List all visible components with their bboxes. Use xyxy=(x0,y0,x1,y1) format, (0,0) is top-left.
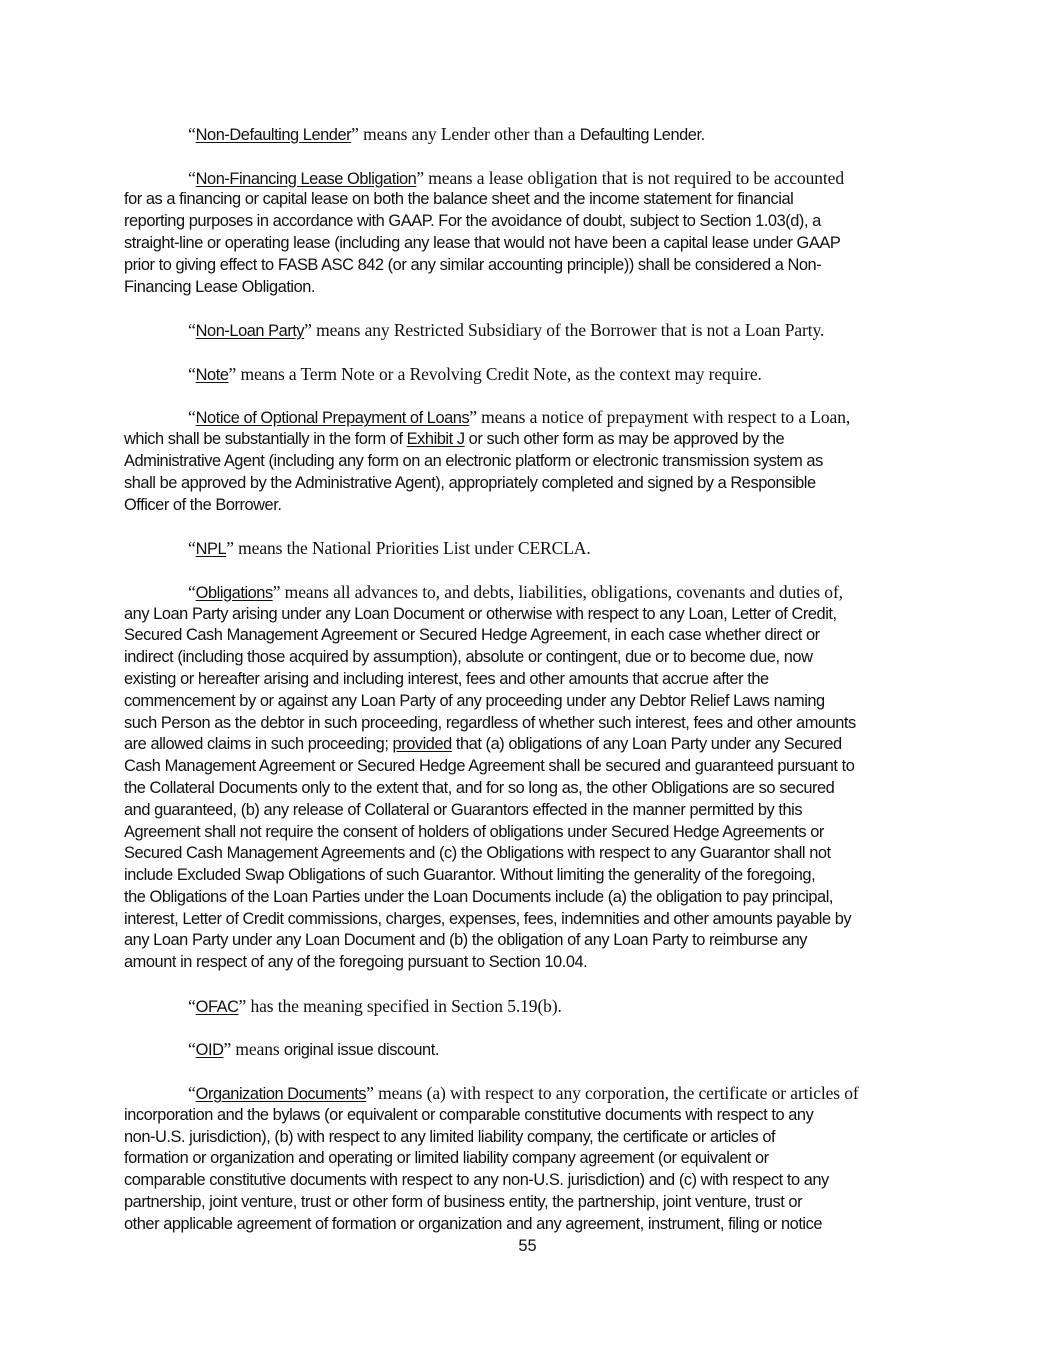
text-segment: ” means any Restricted Subsidiary of the Borrower that is not a Loan Party. xyxy=(304,320,825,341)
text-segment: Financing Lease Obligation. xyxy=(124,277,316,296)
text-segment: “ xyxy=(188,1083,196,1104)
text-line xyxy=(124,429,934,451)
text-segment: “ xyxy=(188,1039,196,1060)
text-line xyxy=(124,495,934,517)
defined-term: NPL xyxy=(195,540,227,559)
text-segment: for as a financing or capital lease on both the balance sheet and the income statement for financial xyxy=(124,190,794,209)
text-line xyxy=(124,625,934,647)
text-segment: indirect (including those acquired by assumption), absolute or contingent, due or to become due, now xyxy=(124,648,813,667)
defined-term: Exhibit J xyxy=(406,430,465,449)
text-segment: Defaulting Lender. xyxy=(579,126,705,144)
defined-term: Notice of Optional Prepayment of Loans xyxy=(195,409,470,428)
defined-term: Organization Documents xyxy=(195,1085,367,1104)
text-segment: any Loan Party arising under any Loan Document or otherwise with respect to any Loan, Letter of Credit, xyxy=(124,604,837,623)
text-segment: the Obligations of the Loan Parties under the Loan Documents include (a) the obligation to pay principal, xyxy=(124,887,834,906)
text-line xyxy=(124,691,934,713)
page-number: 55 xyxy=(518,1237,537,1255)
text-line xyxy=(124,277,934,299)
text-line xyxy=(124,255,934,277)
defined-term: provided xyxy=(392,735,452,754)
text-line xyxy=(124,1105,934,1127)
text-line xyxy=(124,865,934,887)
text-segment: straight-line or operating lease (including any lease that would not have been a capital lease under GAAP xyxy=(124,233,841,252)
document-body xyxy=(124,124,934,1257)
text-segment: interest, Letter of Credit commissions, charges, expenses, fees, indemnities and other amounts payable by xyxy=(124,909,852,928)
defined-term: Obligations xyxy=(195,583,273,602)
text-segment: include Excluded Swap Obligations of such Guarantor. Without limiting the generality of the foregoing, xyxy=(124,866,816,885)
text-line xyxy=(124,364,934,386)
text-segment: ” means a lease obligation that is not required to be accounted xyxy=(416,167,844,188)
text-line xyxy=(124,734,934,756)
text-segment: Secured Cash Management Agreements and (c) the Obligations with respect to any Guarantor shall not xyxy=(124,844,831,863)
text-line xyxy=(124,538,934,560)
text-segment: “ xyxy=(188,167,196,188)
text-line xyxy=(124,407,934,429)
text-line xyxy=(124,582,934,604)
text-line xyxy=(124,843,934,865)
text-line xyxy=(124,233,934,255)
text-line xyxy=(124,211,934,233)
text-segment: non-U.S. jurisdiction), (b) with respect to any limited liability company, the certificate or articles of xyxy=(124,1127,776,1146)
text-line xyxy=(124,1083,934,1105)
text-line xyxy=(124,822,934,844)
text-line xyxy=(124,451,934,473)
definition-paragraph xyxy=(124,996,934,1018)
defined-term: Non-Defaulting Lender xyxy=(195,126,352,144)
definition-paragraph xyxy=(124,538,934,560)
text-line xyxy=(124,669,934,691)
text-line xyxy=(124,124,934,146)
text-segment: existing or hereafter arising and including interest, fees and other amounts that accrue after the xyxy=(124,669,769,688)
definition-paragraph xyxy=(124,124,934,146)
text-segment: which shall be substantially in the form of xyxy=(124,430,407,449)
text-segment: comparable constitutive documents with respect to any non-U.S. jurisdiction) and (c) with respect to any xyxy=(124,1171,829,1190)
text-segment: Cash Management Agreement or Secured Hedge Agreement shall be secured and guaranteed pursuant to xyxy=(124,757,855,776)
text-segment: “ xyxy=(188,581,196,602)
text-segment: and guaranteed, (b) any release of Collateral or Guarantors effected in the manner permitted by this xyxy=(124,800,803,819)
text-segment: “ xyxy=(188,407,196,428)
text-segment: “ xyxy=(188,320,196,341)
text-segment: the Collateral Documents only to the extent that, and for so long as, the other Obligations are so secured xyxy=(124,778,835,797)
definition-paragraph xyxy=(124,320,934,342)
definition-paragraph xyxy=(124,407,934,516)
text-segment: ” means a notice of prepayment with respect to a Loan, xyxy=(469,407,851,428)
text-segment: ” means the National Priorities List under CERCLA. xyxy=(226,538,591,559)
text-segment: ” means any Lender other than a xyxy=(351,124,580,144)
text-segment: incorporation and the bylaws (or equivalent or comparable constitutive documents with respect to any xyxy=(124,1105,814,1124)
text-line xyxy=(124,1039,934,1061)
text-line xyxy=(124,473,934,495)
text-line xyxy=(124,800,934,822)
text-line xyxy=(124,996,934,1018)
text-segment: ” means a Term Note or a Revolving Credit Note, as the context may require. xyxy=(228,363,762,384)
text-line xyxy=(124,713,934,735)
text-segment: are allowed claims in such proceeding; xyxy=(124,735,393,754)
text-line xyxy=(124,189,934,211)
text-segment: “ xyxy=(188,995,196,1016)
definition-paragraph xyxy=(124,364,934,386)
defined-term: Non-Loan Party xyxy=(195,322,305,341)
text-segment: ” means (a) with respect to any corporation, the certificate or articles of xyxy=(366,1083,859,1104)
text-line xyxy=(124,909,934,931)
text-segment: reporting purposes in accordance with GAAP. For the avoidance of doubt, subject to Section 1.03(d), a xyxy=(124,212,821,231)
text-segment: that (a) obligations of any Loan Party under any Secured xyxy=(451,735,842,754)
text-segment: “ xyxy=(188,124,196,144)
text-segment: prior to giving effect to FASB ASC 842 (or any similar accounting principle)) shall be considered a Non- xyxy=(124,255,822,274)
definition-paragraph xyxy=(124,168,934,299)
text-segment: partnership, joint venture, trust or other form of business entity, the partnership, joint venture, trust or xyxy=(124,1193,803,1212)
text-segment: Agreement shall not require the consent of holders of obligations under Secured Hedge Agreements or xyxy=(124,822,824,841)
text-line xyxy=(124,952,934,974)
definition-paragraph xyxy=(124,1083,934,1236)
text-segment: other applicable agreement of formation or organization and any agreement, instrument, filing or notice xyxy=(124,1214,823,1233)
text-line xyxy=(124,168,934,190)
text-segment: Officer of the Borrower. xyxy=(124,495,282,514)
text-line xyxy=(124,1192,934,1214)
defined-term: Non-Financing Lease Obligation xyxy=(195,169,417,188)
text-segment: ” has the meaning specified in Section 5.19(b). xyxy=(238,995,562,1016)
text-segment: shall be approved by the Administrative Agent), appropriately completed and signed by a Responsible xyxy=(124,473,816,492)
defined-term: Note xyxy=(195,365,229,384)
text-line xyxy=(124,320,934,342)
text-line xyxy=(124,1170,934,1192)
text-line xyxy=(124,887,934,909)
text-segment: any Loan Party under any Loan Document and (b) the obligation of any Loan Party to reimburse any xyxy=(124,931,807,950)
text-segment: “ xyxy=(188,538,196,559)
text-segment: commencement by or against any Loan Party of any proceeding under any Debtor Relief Laws naming xyxy=(124,691,825,710)
defined-term: OFAC xyxy=(195,997,239,1016)
text-segment: Secured Cash Management Agreement or Secured Hedge Agreement, in each case whether direct or xyxy=(124,626,820,645)
text-segment: such Person as the debtor in such proceeding, regardless of whether such interest, fees and other amounts xyxy=(124,713,856,732)
text-line xyxy=(124,647,934,669)
text-segment: or such other form as may be approved by the xyxy=(464,430,785,449)
text-line xyxy=(124,1148,934,1170)
text-line xyxy=(124,1214,934,1236)
text-line xyxy=(124,778,934,800)
text-line xyxy=(124,1127,934,1149)
text-segment: “ xyxy=(188,363,196,384)
text-line xyxy=(124,756,934,778)
text-segment: Administrative Agent (including any form on an electronic platform or electronic transmission system as xyxy=(124,451,823,470)
text-line xyxy=(124,604,934,626)
text-segment: formation or organization and operating or limited liability company agreement (or equivalent or xyxy=(124,1149,769,1168)
definition-paragraph xyxy=(124,582,934,974)
definition-paragraph xyxy=(124,1039,934,1061)
text-segment: original issue discount. xyxy=(283,1041,439,1060)
text-segment: ” means all advances to, and debts, liabilities, obligations, covenants and duties of, xyxy=(272,581,843,602)
defined-term: OID xyxy=(195,1041,224,1060)
text-segment: ” means xyxy=(223,1039,284,1060)
text-segment: amount in respect of any of the foregoing pursuant to Section 10.04. xyxy=(124,953,588,972)
text-line xyxy=(124,930,934,952)
